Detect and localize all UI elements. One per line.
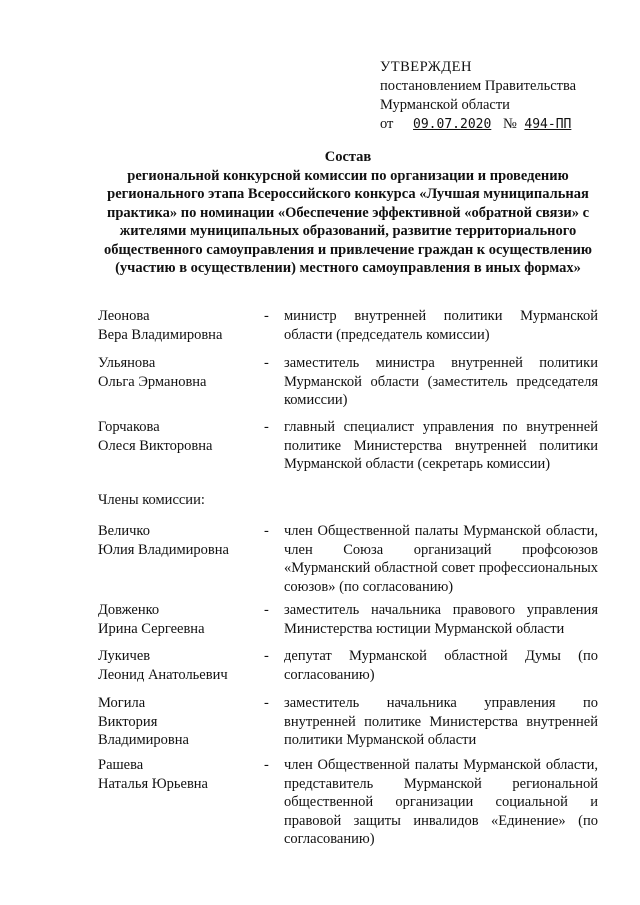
dash: - [264,355,269,371]
member-row [98,647,598,684]
member-row [98,354,598,410]
given-names: Леонид Анатольевич [98,666,228,683]
dash: - [264,523,269,539]
member-row [98,694,598,750]
approved-number: 494-ПП [524,117,572,132]
given-names: Ирина Сергеевна [98,620,205,637]
heading-body: региональной конкурсной комиссии по организации и проведению регионального этапа Всероссийского конкурса «Лучшая муниципальная практика» по номинации «Обеспечение эффективной «обратной связи» с жителями муниципальных образований, развитие территориального общественного самоуправления и привлечение граждан к осуществлению (участию в осуществлении) местного самоуправления в иных формах» [104,167,592,276]
member-name [98,354,258,410]
given-names: Олеся Викторовна [98,437,213,454]
member-row [98,522,598,596]
given-names: Юлия Владимировна [98,541,229,558]
dash: - [264,695,269,711]
approved-line1: постановлением Правительства [380,78,577,94]
member-name [98,647,258,684]
member-role: министр внутренней политики Мурманской области (председатель комиссии) [284,308,598,343]
member-name [98,601,258,638]
member-role: главный специалист управления по внутренней политике Министерства внутренней политики Мурманской области (секретарь комиссии) [284,419,598,472]
member-row [98,418,598,474]
given-names: Вера Владимировна [98,326,223,343]
given-names: Наталья Юрьевна [98,775,208,792]
given-names: Виктория Владимировна [98,713,189,748]
member-row [98,756,598,849]
approved-date: 09.07.2020 [413,117,492,132]
member-name [98,418,258,474]
dash: - [264,308,269,324]
approved-line2: Мурманской области [380,97,510,113]
member-role: депутат Мурманской областной Думы (по согласованию) [284,648,598,683]
heading-title: Состав [324,149,372,165]
surname: Лукичев [98,648,151,664]
surname: Рашева [98,757,144,773]
date-prefix: от [380,116,394,132]
approval-stamp [380,58,583,134]
surname: Довженко [98,602,160,618]
member-row [98,307,598,344]
approved-title: УТВЕРЖДЕН [380,59,472,75]
member-role: член Общественной палаты Мурманской области, представитель Мурманской региональной общественной организации социальной и правовой защиты инвалидов «Единение» (по согласованию) [284,757,598,847]
member-name [98,307,258,344]
member-role: заместитель начальника правового управления Министерства юстиции Мурманской области [284,602,598,637]
surname: Леонова [98,308,150,324]
member-name [98,694,218,750]
given-names: Ольга Эрмановна [98,373,207,390]
dash: - [264,648,269,664]
dash: - [264,419,269,435]
member-role: член Общественной палаты Мурманской области, член Союза организаций профсоюзов «Мурманский областной совет профессиональных союзов» (по согласованию) [284,523,598,595]
document-heading [92,148,604,278]
surname: Горчакова [98,419,160,435]
member-row [98,601,598,638]
surname: Величко [98,523,150,539]
members-label: Члены комиссии: [98,492,205,508]
member-name [98,756,258,849]
number-sign: № [502,116,517,132]
member-role: заместитель министра внутренней политики Мурманской области (заместитель председателя комиссии) [284,355,598,408]
approved-date-line [380,115,583,134]
dash: - [264,602,269,618]
surname: Могила [98,695,146,711]
member-name [98,522,258,596]
surname: Ульянова [98,355,156,371]
member-role: заместитель начальника управления по внутренней политике Министерства внутренней политики Мурманской области [284,695,598,748]
dash: - [264,757,269,773]
